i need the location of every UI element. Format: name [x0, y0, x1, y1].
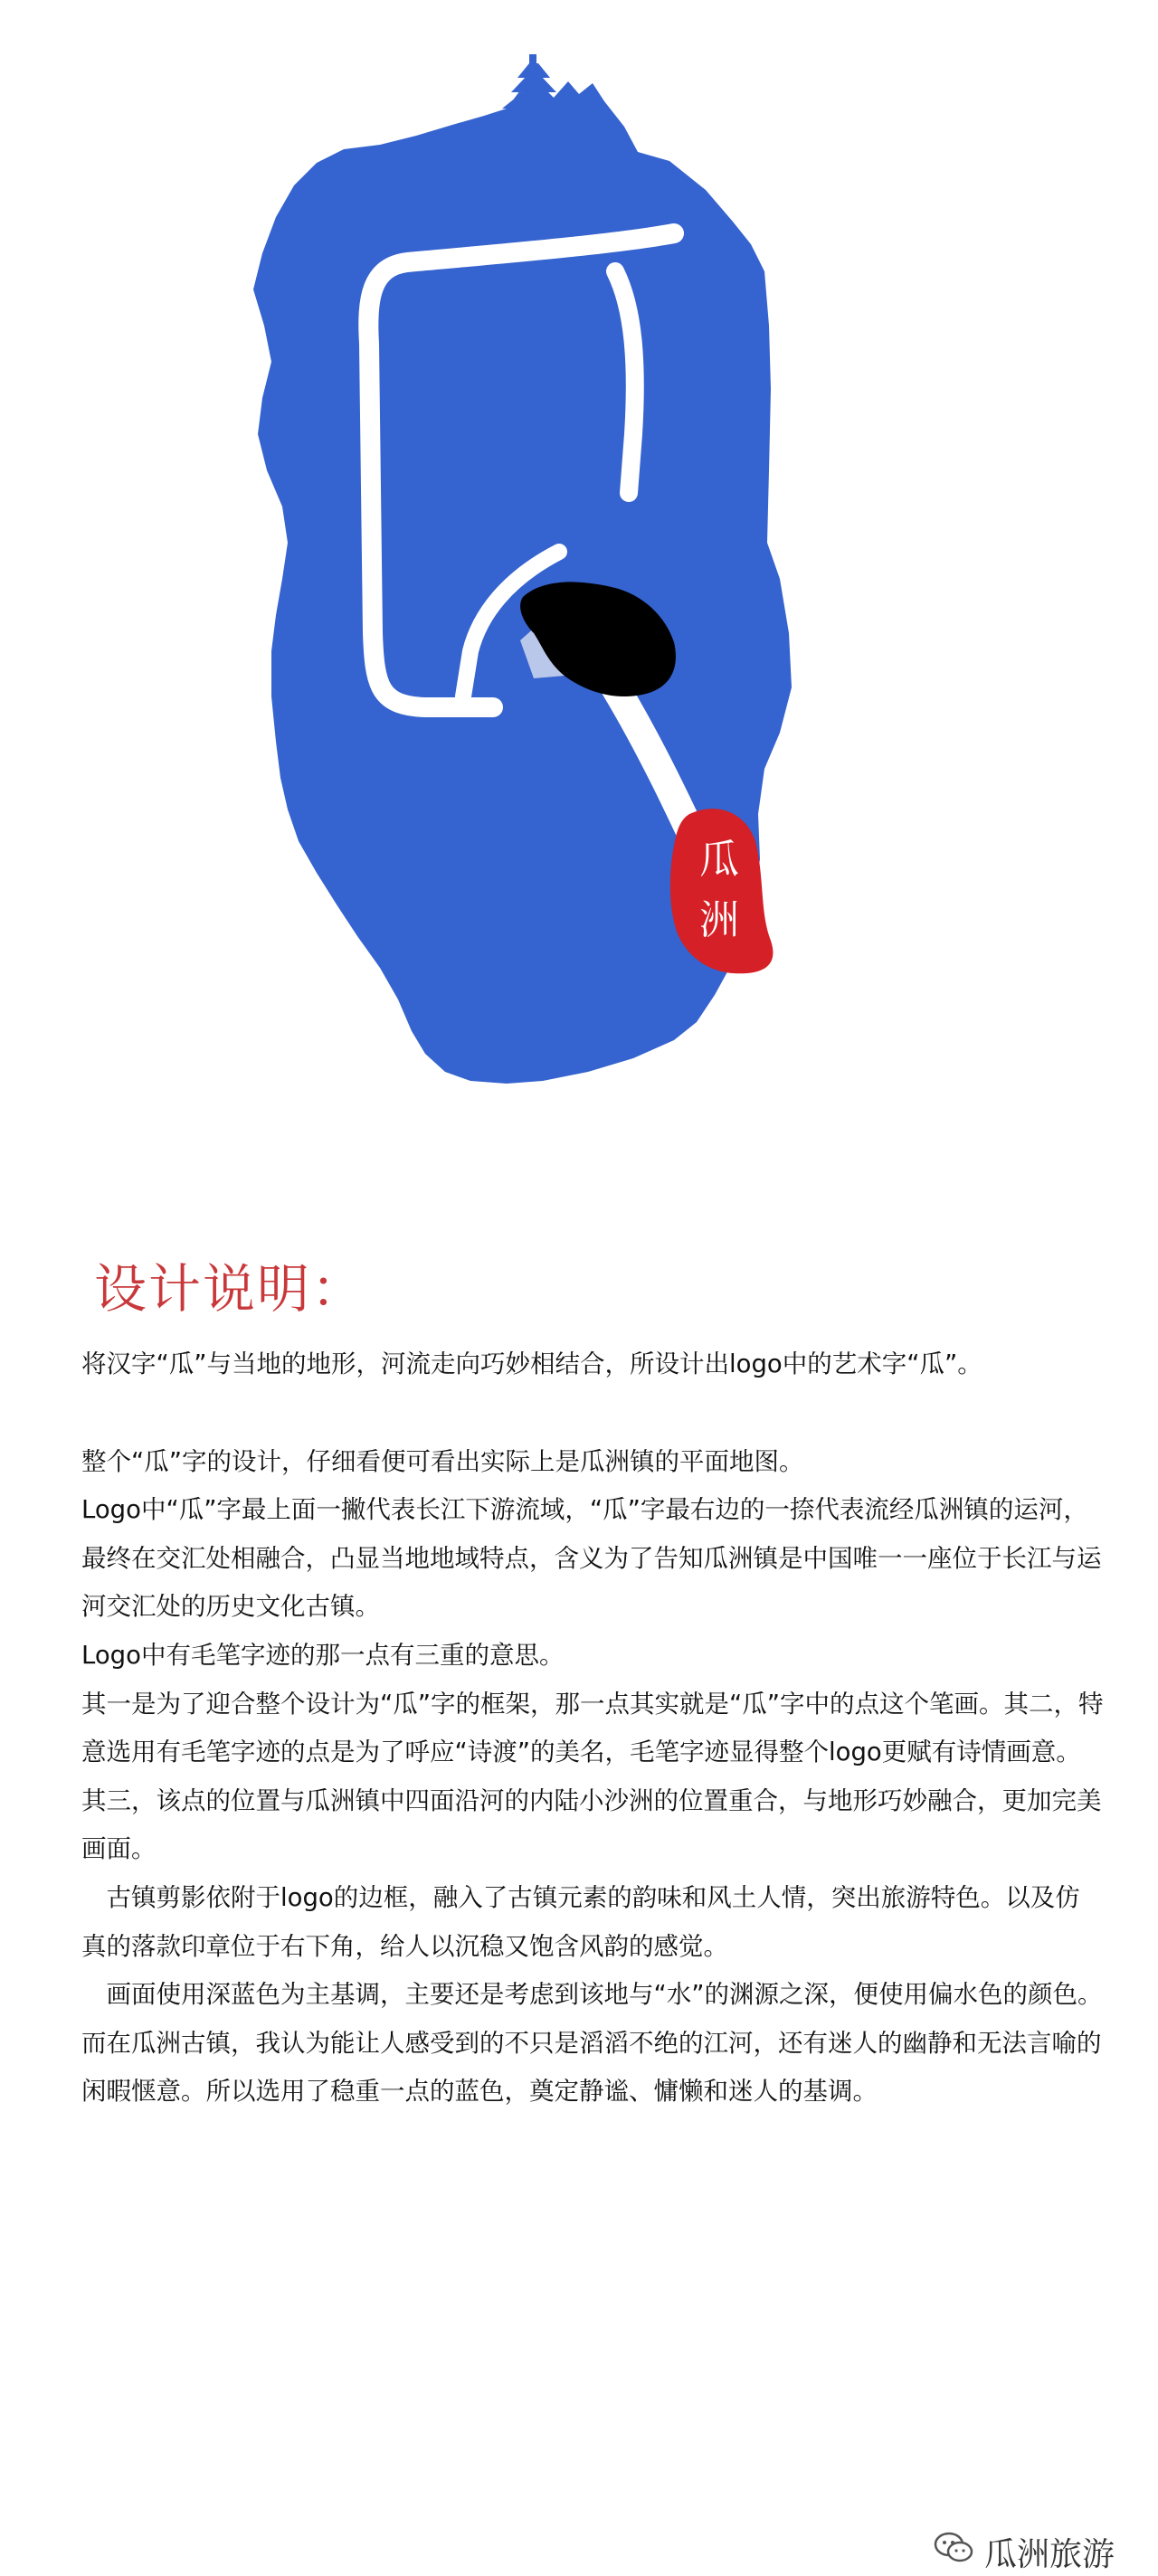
- paragraph-5: 其一是为了迎合整个设计为“瓜”字的框架，那一点其实就是“瓜”字中的点这个笔画。其二，特意选用有毛笔字迹的点是为了呼应“诗渡”的美名，毛笔字迹显得整个logo更赋有诗情画意。其三，该点的位置与瓜洲镇中四面沿河的内陆小沙洲的位置重合，与地形巧妙融合，更加完美画面。: [81, 1689, 1104, 1864]
- paragraph-7: 画面使用深蓝色为主基调，主要还是考虑到该地与“水”的渊源之深，便使用偏水色的颜色。而在瓜洲古镇，我认为能让人感受到的不只是滔滔不绝的江河，还有迷人的幽静和无法言喻的闲暇惬意。所以选用了稳重一点的蓝色，奠定静谧、慵懒和迷人的基调。: [81, 1980, 1103, 2107]
- section-title: 设计说明：: [94, 1258, 366, 1320]
- wechat-icon: [934, 2532, 973, 2572]
- paragraph-gap: [81, 1389, 1104, 1438]
- paragraph-3: Logo中“瓜”字最上面一撇代表长江下游流域，“瓜”字最右边的一捺代表流经瓜洲镇的运河，最终在交汇处相融合，凸显当地地域特点，含义为了告知瓜洲镇是中国唯一一座位于长江与运河交汇处的历史文化古镇。: [81, 1495, 1102, 1622]
- gua-map-logo: [0, 0, 1158, 1122]
- paragraph-4: Logo中有毛笔字迹的那一点有三重的意思。: [81, 1640, 565, 1670]
- description-body: [81, 1340, 1104, 2117]
- paragraph-2: 整个“瓜”字的设计，仔细看便可看出实际上是瓜洲镇的平面地图。: [81, 1446, 804, 1476]
- paragraph-6: 古镇剪影依附于logo的边框，融入了古镇元素的韵味和风土人情，突出旅游特色。以及仿真的落款印章位于右下角，给人以沉稳又饱含风韵的感觉。: [81, 1882, 1080, 1961]
- watermark-text: 瓜洲旅游: [983, 2536, 1115, 2573]
- seal-char-2: 洲: [699, 897, 739, 943]
- logo-artwork: [0, 0, 1158, 1122]
- seal-char-1: 瓜: [699, 837, 739, 883]
- account-watermark: [934, 2529, 1115, 2575]
- paragraph-1: 将汉字“瓜”与当地的地形，河流走向巧妙相结合，所设计出logo中的艺术字“瓜”。: [81, 1350, 982, 1378]
